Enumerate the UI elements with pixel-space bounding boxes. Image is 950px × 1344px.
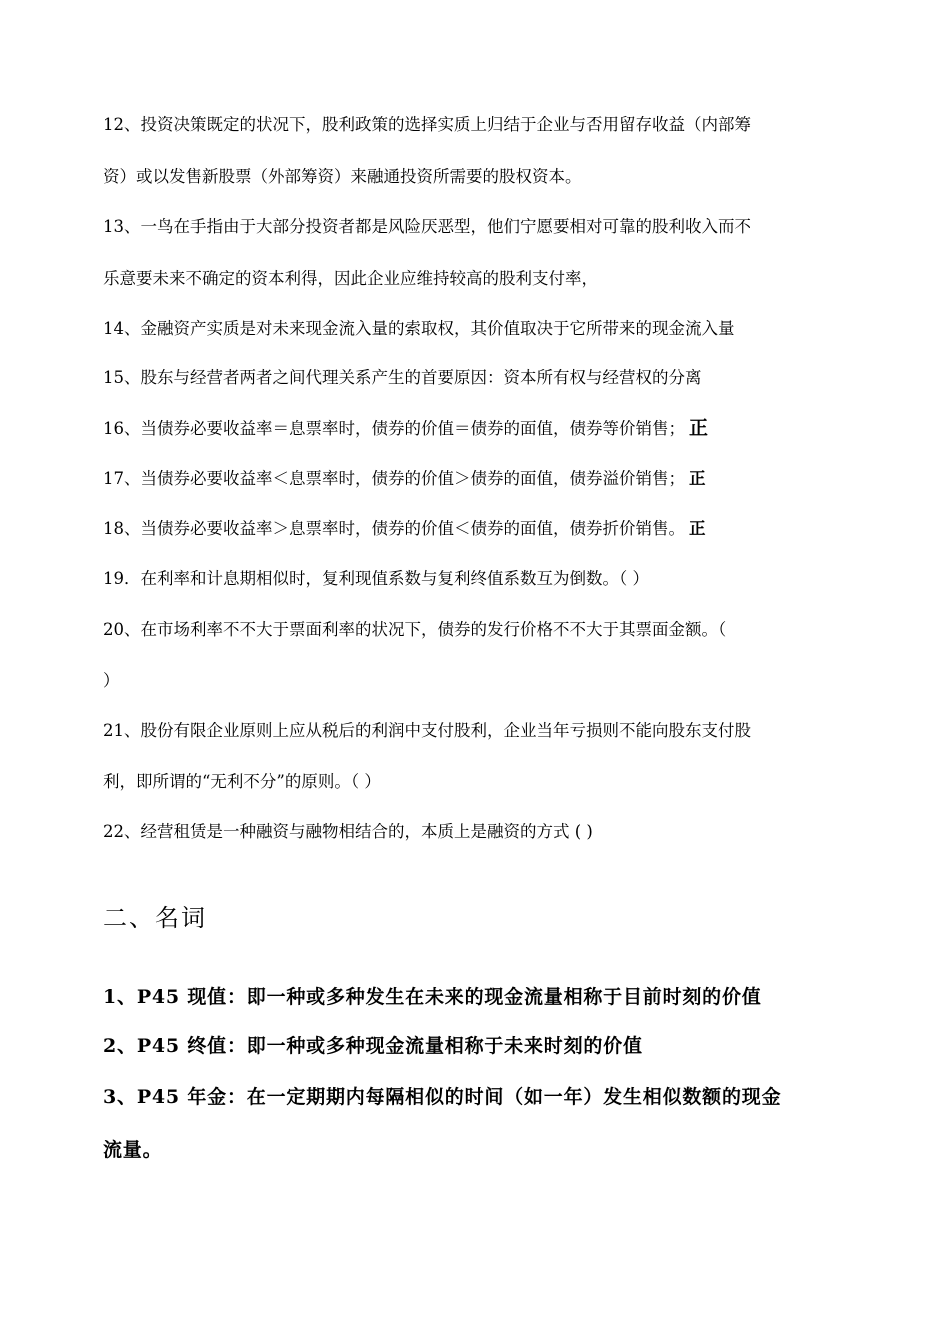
section-heading: 二、名词	[103, 904, 207, 932]
item-16-text: 16、当债券必要收益率＝息票率时，债券的价值＝债券的面值，债券等价销售；	[103, 419, 685, 438]
item-13-line-2: 乐意要未来不确定的资本利得，因此企业应维持较高的股利支付率，	[103, 269, 598, 288]
term-3-line-1: 3、P45 年金：在一定期期内每隔相似的时间（如一年）发生相似数额的现金	[103, 1086, 782, 1108]
item-18	[103, 518, 863, 540]
item-19: 19．在利率和计息期相似时，复利现值系数与复利终值系数互为倒数。（ ）	[103, 569, 649, 588]
term-2: 2、P45 终值：即一种或多种现金流量相称于未来时刻的价值	[103, 1035, 643, 1057]
item-20-line-1: 20、在市场利率不不大于票面利率的状况下，债券的发行价格不不大于其票面金额。（	[103, 620, 727, 639]
term-3-line-2: 流量。	[103, 1139, 163, 1161]
term-1: 1、P45 现值：即一种或多种发生在未来的现金流量相称于目前时刻的价值	[103, 986, 762, 1008]
item-14: 14、金融资产实质是对未来现金流入量的索取权，其价值取决于它所带来的现金流入量	[103, 319, 735, 338]
item-21-line-2: 利，即所谓的“无利不分”的原则。（ ）	[103, 772, 381, 791]
item-22: 22、经营租赁是一种融资与融物相结合的，本质上是融资的方式 ( )	[103, 822, 593, 841]
item-18-text: 18、当债券必要收益率＞息票率时，债券的价值＜债券的面值，债券折价销售。	[103, 519, 685, 538]
item-12-line-2: 资）或以发售新股票（外部筹资）来融通投资所需要的股权资本。	[103, 167, 582, 186]
item-13-line-1: 13、一鸟在手指由于大部分投资者都是风险厌恶型，他们宁愿要相对可靠的股利收入而不	[103, 217, 751, 236]
item-20-line-2: ）	[103, 671, 120, 690]
item-17	[103, 468, 863, 490]
item-12-line-1: 12、投资决策既定的状况下，股利政策的选择实质上归结于企业与否用留存收益（内部筹	[103, 115, 751, 134]
item-18-answer-mark: 正	[689, 519, 706, 538]
item-16	[103, 417, 863, 440]
item-15: 15、股东与经营者两者之间代理关系产生的首要原因：资本所有权与经营权的分离	[103, 368, 702, 387]
item-17-text: 17、当债券必要收益率＜息票率时，债券的价值＞债券的面值，债券溢价销售；	[103, 469, 685, 488]
item-17-answer-mark: 正	[689, 469, 706, 488]
item-21-line-1: 21、股份有限企业原则上应从税后的利润中支付股利，企业当年亏损则不能向股东支付股	[103, 721, 751, 740]
item-16-answer-mark: 正	[689, 417, 709, 439]
